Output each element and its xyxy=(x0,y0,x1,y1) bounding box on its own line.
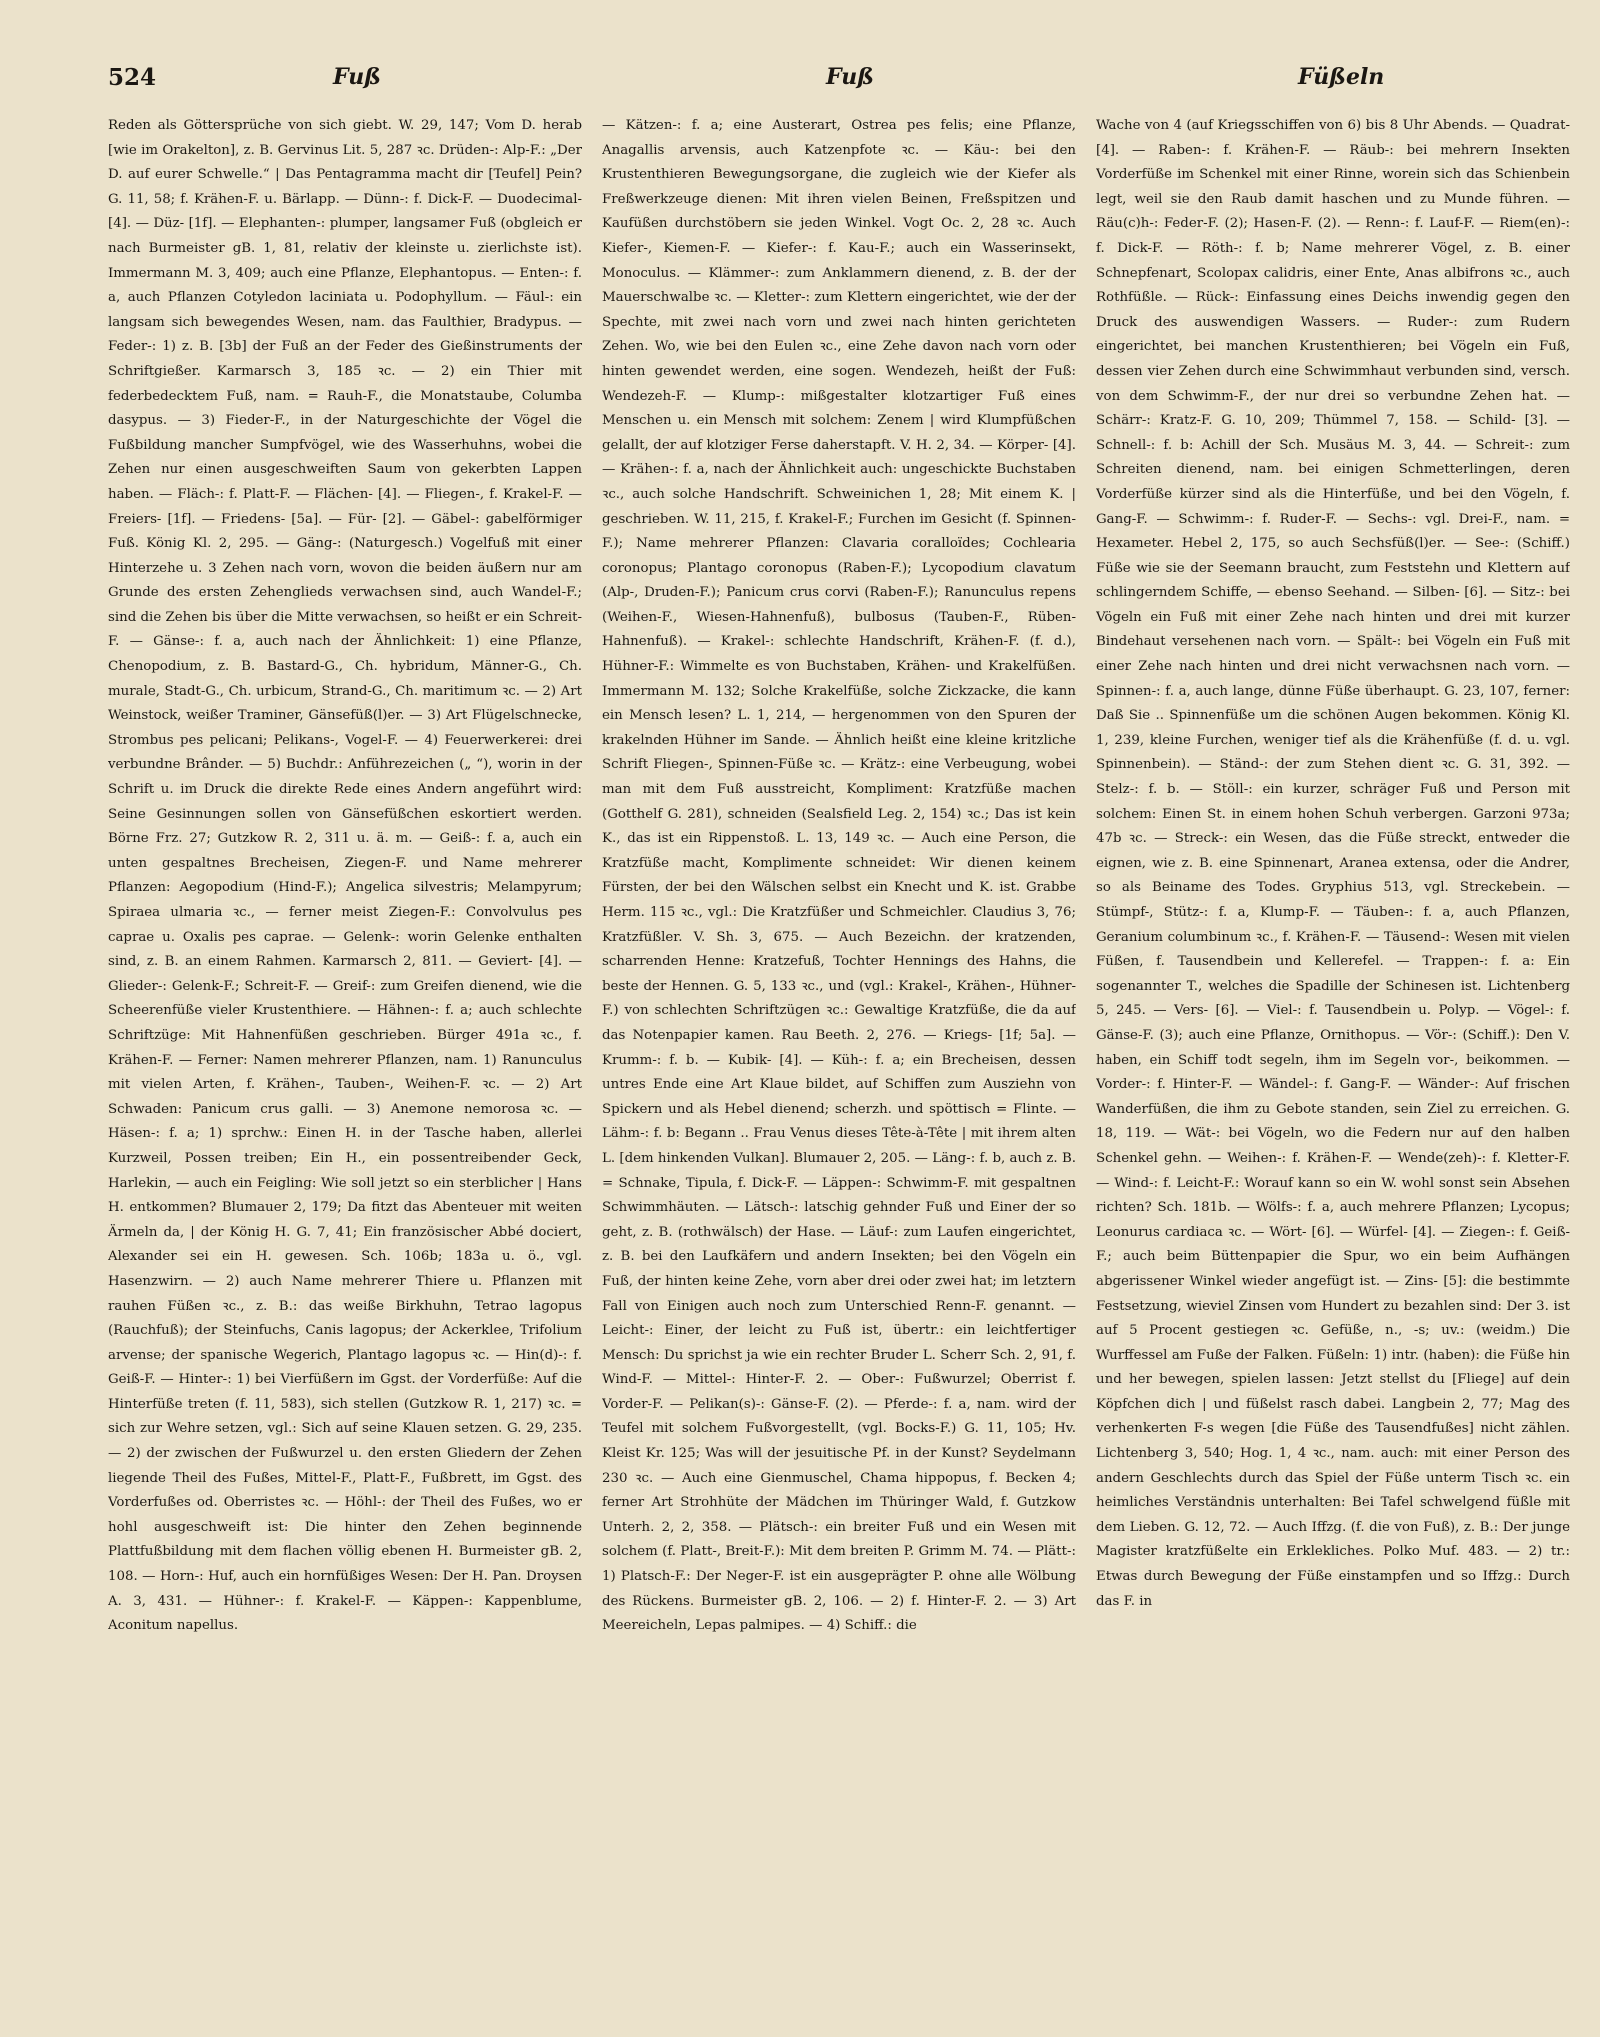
page-header xyxy=(108,64,1570,104)
running-head-right: Füßeln xyxy=(1298,64,1385,90)
column-left xyxy=(108,114,582,2013)
page-number: 524 xyxy=(108,64,157,91)
column-text: Reden als Göttersprüche von sich giebt. W. 29, 147; Vom D. herab [wie im Orakelton], z. B. Gervinus Lit. 5, 287 ꝛc. Drüden-: Alp-F.: „Der D. auf eurer Schwelle.“ | Das Pentagramma macht dir [Teufel] Pein? G. 11, 58; f. Krähen-F. u. Bärlapp. — Dünn-: f. Dick-F. — Duodecimal- [4]. — Düz- [1f]. — Elephanten-: plumper, langsamer Fuß (obgleich er nach Burmeister gB. 1, 81, relativ der kleinste u. zierlichste ist). Immermann M. 3, 409; auch eine Pflanze, Elephantopus. — Enten-: f. a, auch Pflanzen Cotyledon laciniata u. Podophyllum. — Fäul-: ein langsam sich bewegendes Wesen, nam. das Faulthier, Bradypus. — Feder-: 1) z. B. [3b] der Fuß an der Feder des Gießinstruments der Schriftgießer. Karmarsch 3, 185 ꝛc. — 2) ein Thier mit federbedecktem Fuß, nam. = Rauh-F., die Monatstaube, Columba dasypus. — 3) Fieder-F., in der Naturgeschichte der Vögel die Fußbildung mancher Sumpfvögel, wie des Wasserhuhns, wobei die Zehen nur einen ausgeschweiften Saum von gekerbten Lappen haben. — Fläch-: f. Platt-F. — Flächen- [4]. — Fliegen-, f. Krakel-F. — Freiers- [1f]. — Friedens- [5a]. — Für- [2]. — Gäbel-: gabelförmiger Fuß. König Kl. 2, 295. — Gäng-: (Naturgesch.) Vogelfuß mit einer Hinterzehe u. 3 Zehen nach vorn, wovon die beiden äußern nur am Grunde des ersten Zehenglieds verwachsen sind, auch Wandel-F.; sind die Zehen bis über die Mitte verwachsen, so heißt er ein Schreit-F. — Gänse-: f. a, auch nach der Ähnlichkeit: 1) eine Pflanze, Chenopodium, z. B. Bastard-G., Ch. hybridum, Männer-G., Ch. murale, Stadt-G., Ch. urbicum, Strand-G., Ch. maritimum ꝛc. — 2) Art Weinstock, weißer Traminer, Gänsefüß(l)er. — 3) Art Flügelschnecke, Strombus pes pelicani; Pelikans-, Vogel-F. — 4) Feuerwerkerei: drei verbundne Brânder. — 5) Buchdr.: Anführezeichen („ “), worin in der Schrift u. im Druck die direkte Rede eines Andern angeführt wird: Seine Gesinnungen sollen von Gänsefüßchen eskortiert werden. Börne Frz. 27; Gutzkow R. 2, 311 u. ä. m. — Geiß-: f. a, auch ein unten gespaltnes Brecheisen, Ziegen-F. und Name mehrerer Pflanzen: Aegopodium (Hind-F.); Angelica silvestris; Melampyrum; Spiraea ulmaria ꝛc., — ferner meist Ziegen-F.: Convolvulus pes caprae u. Oxalis pes caprae. — Gelenk-: worin Gelenke enthalten sind, z. B. an einem Rahmen. Karmarsch 2, 811. — Geviert- [4]. — Glieder-: Gelenk-F.; Schreit-F. — Greif-: zum Greifen dienend, wie die Scheerenfüße vieler Krustenthiere. — Hähnen-: f. a; auch schlechte Schriftzüge: Mit Hahnenfüßen geschrieben. Bürger 491a ꝛc., f. Krähen-F. — Ferner: Namen mehrerer Pflanzen, nam. 1) Ranunculus mit vielen Arten, f. Krähen-, Tauben-, Weihen-F. ꝛc. — 2) Art Schwaden: Panicum crus galli. — 3) Anemone nemorosa ꝛc. — Häsen-: f. a; 1) sprchw.: Einen H. in der Tasche haben, allerlei Kurzweil, Possen treiben; Ein H., ein possentreibender Geck, Harlekin, — auch ein Feigling: Wie soll jetzt so ein sterblicher | Hans H. entkommen? Blumauer 2, 179; Da fitzt das Abenteuer mit weiten Ärmeln da, | der König H. G. 7, 41; Ein französischer Abbé dociert, Alexander sei ein H. gewesen. Sch. 106b; 183a u. ö., vgl. Hasenzwirn. — 2) auch Name mehrerer Thiere u. Pflanzen mit rauhen Füßen ꝛc., z. B.: das weiße Birkhuhn, Tetrao lagopus (Rauchfuß); der Steinfuchs, Canis lagopus; der Ackerklee, Trifolium arvense; der spanische Wegerich, Plantago lagopus ꝛc. — Hin(d)-: f. Geiß-F. — Hinter-: 1) bei Vierfüßern im Ggst. der Vorderfüße: Auf die Hinterfüße treten (f. 11, 583), sich stellen (Gutzkow R. 1, 217) ꝛc. = sich zur Wehre setzen, vgl.: Sich auf seine Klauen setzen. G. 29, 235. — 2) der zwischen der Fußwurzel u. den ersten Gliedern der Zehen liegende Theil des Fußes, Mittel-F., Platt-F., Fußbrett, im Ggst. des Vorderfußes od. Oberristes ꝛc. — Höhl-: der Theil des Fußes, wo er hohl ausgeschweift ist: Die hinter den Zehen beginnende Plattfußbildung mit dem flachen völlig ebenen H. Burmeister gB. 2, 108. — Horn-: Huf, auch ein hornfüßiges Wesen: Der H. Pan. Droysen A. 3, 431. — Hühner-: f. Krakel-F. — Käppen-: Kappenblume, Aconitum napellus. xyxy=(108,118,582,1634)
running-head-center: Fuß xyxy=(826,64,874,90)
running-head-left: Fuß xyxy=(333,64,381,90)
column-right xyxy=(1096,114,1570,2013)
text-columns xyxy=(108,114,1570,2013)
column-middle xyxy=(602,114,1076,2013)
column-text: — Kätzen-: f. a; eine Austerart, Ostrea pes felis; eine Pflanze, Anagallis arvensis, auch Katzenpfote ꝛc. — Käu-: bei den Krustenthieren Bewegungsorgane, die zugleich wie der Kiefer als Freßwerkzeuge dienen: Mit ihren vielen Beinen, Freßspitzen und Kaufüßen durchstöbern sie jeden Winkel. Vogt Oc. 2, 28 ꝛc. Auch Kiefer-, Kiemen-F. — Kiefer-: f. Kau-F.; auch ein Wasserinsekt, Monoculus. — Klämmer-: zum Anklammern dienend, z. B. der der Mauerschwalbe ꝛc. — Kletter-: zum Klettern eingerichtet, wie der der Spechte, mit zwei nach vorn und zwei nach hinten gerichteten Zehen. Wo, wie bei den Eulen ꝛc., eine Zehe davon nach vorn oder hinten gewendet werden, eine sogen. Wendezeh, heißt der Fuß: Wendezeh-F. — Klump-: mißgestalter klotzartiger Fuß eines Menschen u. ein Mensch mit solchem: Zenem | wird Klumpfüßchen gelallt, der auf klotziger Ferse daherstapft. V. H. 2, 34. — Körper- [4]. — Krähen-: f. a, nach der Ähnlichkeit auch: ungeschickte Buchstaben ꝛc., auch solche Handschrift. Schweinichen 1, 28; Mit einem K. | geschrieben. W. 11, 215, f. Krakel-F.; Furchen im Gesicht (f. Spinnen-F.); Name mehrerer Pflanzen: Clavaria coralloïdes; Cochlearia coronopus; Plantago coronopus (Raben-F.); Lycopodium clavatum (Alp-, Druden-F.); Panicum crus corvi (Raben-F.); Ranunculus repens (Weihen-F., Wiesen-Hahnenfuß), bulbosus (Tauben-F., Rüben-Hahnenfuß). — Krakel-: schlechte Handschrift, Krähen-F. (f. d.), Hühner-F.: Wimmelte es von Buchstaben, Krähen- und Krakelfüßen. Immermann M. 132; Solche Krakelfüße, solche Zickzacke, die kann ein Mensch lesen? L. 1, 214, — hergenommen von den Spuren der krakelnden Hühner im Sande. — Ähnlich heißt eine kleine kritzliche Schrift Fliegen-, Spinnen-Füße ꝛc. — Krätz-: eine Verbeugung, wobei man mit dem Fuß ausstreicht, Kompliment: Kratzfüße machen (Gotthelf G. 281), schneiden (Sealsfield Leg. 2, 154) ꝛc.; Das ist kein K., das ist ein Rippenstoß. L. 13, 149 ꝛc. — Auch eine Person, die Kratzfüße macht, Komplimente schneidet: Wir dienen keinem Fürsten, der bei den Wälschen selbst ein Knecht und K. ist. Grabbe Herm. 115 ꝛc., vgl.: Die Kratzfüßer und Schmeichler. Claudius 3, 76; Kratzfüßler. V. Sh. 3, 675. — Auch Bezeichn. der kratzenden, scharrenden Henne: Kratzefuß, Tochter Hennings des Hahns, die beste der Hennen. G. 5, 133 ꝛc., und (vgl.: Krakel-, Krähen-, Hühner-F.) von schlechten Schriftzügen ꝛc.: Gewaltige Kratzfüße, die da auf das Notenpapier kamen. Rau Beeth. 2, 276. — Kriegs- [1f; 5a]. — Krumm-: f. b. — Kubik- [4]. — Küh-: f. a; ein Brecheisen, dessen untres Ende eine Art Klaue bildet, auf Schiffen zum Ausziehn von Spickern und als Hebel dienend; scherzh. und spöttisch = Flinte. — Lähm-: f. b: Begann .. Frau Venus dieses Tête-à-Tête | mit ihrem alten L. [dem hinkenden Vulkan]. Blumauer 2, 205. — Läng-: f. b, auch z. B. = Schnake, Tipula, f. Dick-F. — Läppen-: Schwimm-F. mit gespaltnen Schwimmhäuten. — Lätsch-: latschig gehnder Fuß und Einer der so geht, z. B. (rothwälsch) der Hase. — Läuf-: zum Laufen eingerichtet, z. B. bei den Laufkäfern und andern Insekten; bei den Vögeln ein Fuß, der hinten keine Zehe, vorn aber drei oder zwei hat; im letztern Fall von Einigen auch noch zum Unterschied Renn-F. genannt. — Leicht-: Einer, der leicht zu Fuß ist, übertr.: ein leichtfertiger Mensch: Du sprichst ja wie ein rechter Bruder L. Scherr Sch. 2, 91, f. Wind-F. — Mittel-: Hinter-F. 2. — Ober-: Fußwurzel; Oberrist f. Vorder-F. — Pelikan(s)-: Gänse-F. (2). — Pferde-: f. a, nam. wird der Teufel mit solchem Fußvorgestellt, (vgl. Bocks-F.) G. 11, 105; Hv. Kleist Kr. 125; Was will der jesuitische Pf. in der Kunst? Seydelmann 230 ꝛc. — Auch eine Gienmuschel, Chama hippopus, f. Becken 4; ferner Art Strohhüte der Mädchen im Thüringer Wald, f. Gutzkow Unterh. 2, 2, 358. — Plätsch-: ein breiter Fuß und ein Wesen mit solchem (f. Platt-, Breit-F.): Mit dem breiten P. Grimm M. 74. — Plätt-: 1) Platsch-F.: Der Neger-F. ist ein ausgeprägter P. ohne alle Wölbung des Rückens. Burmeister gB. 2, 106. — 2) f. Hinter-F. 2. — 3) Art Meereicheln, Lepas palmipes. — 4) Schiff.: die xyxy=(602,118,1076,1634)
column-text: Wache von 4 (auf Kriegsschiffen von 6) bis 8 Uhr Abends. — Quadrat- [4]. — Raben-: f. Krähen-F. — Räub-: bei mehrern Insekten Vorderfüße im Schenkel mit einer Rinne, worein sich das Schienbein legt, weil sie den Raub damit haschen und zu Munde führen. — Räu(c)h-: Feder-F. (2); Hasen-F. (2). — Renn-: f. Lauf-F. — Riem(en)-: f. Dick-F. — Röth-: f. b; Name mehrerer Vögel, z. B. einer Schnepfenart, Scolopax calidris, einer Ente, Anas albifrons ꝛc., auch Rothfüßle. — Rück-: Einfassung eines Deichs inwendig gegen den Druck des auswendigen Wassers. — Ruder-: zum Rudern eingerichtet, bei manchen Krustenthieren; bei Vögeln ein Fuß, dessen vier Zehen durch eine Schwimmhaut verbunden sind, versch. von dem Schwimm-F., der nur drei so verbundne Zehen hat. — Schärr-: Kratz-F. G. 10, 209; Thümmel 7, 158. — Schild- [3]. — Schnell-: f. b: Achill der Sch. Musäus M. 3, 44. — Schreit-: zum Schreiten dienend, nam. bei einigen Schmetterlingen, deren Vorderfüße kürzer sind als die Hinterfüße, und bei den Vögeln, f. Gang-F. — Schwimm-: f. Ruder-F. — Sechs-: vgl. Drei-F., nam. = Hexameter. Hebel 2, 175, so auch Sechsfüß(l)er. — See-: (Schiff.) Füße wie sie der Seemann braucht, zum Feststehn und Klettern auf schlingerndem Schiffe, — ebenso Seehand. — Silben- [6]. — Sitz-: bei Vögeln ein Fuß mit einer Zehe nach hinten und drei mit kurzer Bindehaut versehenen nach vorn. — Spält-: bei Vögeln ein Fuß mit einer Zehe nach hinten und drei nicht verwachsnen nach vorn. — Spinnen-: f. a, auch lange, dünne Füße überhaupt. G. 23, 107, ferner: Daß Sie .. Spinnenfüße um die schönen Augen bekommen. König Kl. 1, 239, kleine Furchen, weniger tief als die Krähenfüße (f. d. u. vgl. Spinnenbein). — Ständ-: der zum Stehen dient ꝛc. G. 31, 392. — Stelz-: f. b. — Stöll-: ein kurzer, schräger Fuß und Person mit solchem: Einen St. in einem hohen Schuh verbergen. Garzoni 973a; 47b ꝛc. — Streck-: ein Wesen, das die Füße streckt, entweder die eignen, wie z. B. eine Spinnenart, Aranea extensa, oder die Andrer, so als Beiname des Todes. Gryphius 513, vgl. Streckebein. — Stümpf-, Stütz-: f. a, Klump-F. — Täuben-: f. a, auch Pflanzen, Geranium columbinum ꝛc., f. Krähen-F. — Täusend-: Wesen mit vielen Füßen, f. Tausendbein und Kellerefel. — Trappen-: f. a: Ein sogenannter T., welches die Spadille der Schinesen ist. Lichtenberg 5, 245. — Vers- [6]. — Viel-: f. Tausendbein u. Polyp. — Vögel-: f. Gänse-F. (3); auch eine Pflanze, Ornithopus. — Vör-: (Schiff.): Den V. haben, ein Schiff todt segeln, ihm im Segeln vor-, beikommen. — Vorder-: f. Hinter-F. — Wändel-: f. Gang-F. — Wänder-: Auf frischen Wanderfüßen, die ihm zu Gebote standen, sein Ziel zu erreichen. G. 18, 119. — Wät-: bei Vögeln, wo die Federn nur auf den halben Schenkel gehn. — Weihen-: f. Krähen-F. — Wende(zeh)-: f. Kletter-F. — Wind-: f. Leicht-F.: Worauf kann so ein W. wohl sonst sein Absehen richten? Sch. 181b. — Wölfs-: f. a, auch mehrere Pflanzen; Lycopus; Leonurus cardiaca ꝛc. — Wört- [6]. — Würfel- [4]. — Ziegen-: f. Geiß-F.; auch beim Büttenpapier die Spur, wo ein beim Aufhängen abgerissener Winkel wieder angefügt ist. — Zins- [5]: die bestimmte Festsetzung, wieviel Zinsen vom Hundert zu bezahlen sind: Der 3. ist auf 5 Procent gestiegen ꝛc. Gefüße, n., -s; uv.: (weidm.) Die Wurffessel am Fuße der Falken. Füßeln: 1) intr. (haben): die Füße hin und her bewegen, spielen lassen: Jetzt stellst du [Fliege] auf dein Köpfchen dich | und füßelst rasch dabei. Langbein 2, 77; Mag des verhenkerten F-s wegen [die Füße des Tausendfußes] nicht zählen. Lichtenberg 3, 540; Hog. 1, 4 ꝛc., nam. auch: mit einer Person des andern Geschlechts durch das Spiel der Füße unterm Tisch ꝛc. ein heimliches Verständnis unterhalten: Bei Tafel schwelgend füßle mit dem Lieben. G. 12, 72. — Auch Iffzg. (f. die von Fuß), z. B.: Der junge Magister kratzfüßelte ein Erklekliches. Polko Muf. 483. — 2) tr.: Etwas durch Bewegung der Füße einstampfen und so Iffzg.: Durch das F. in xyxy=(1096,118,1570,1609)
